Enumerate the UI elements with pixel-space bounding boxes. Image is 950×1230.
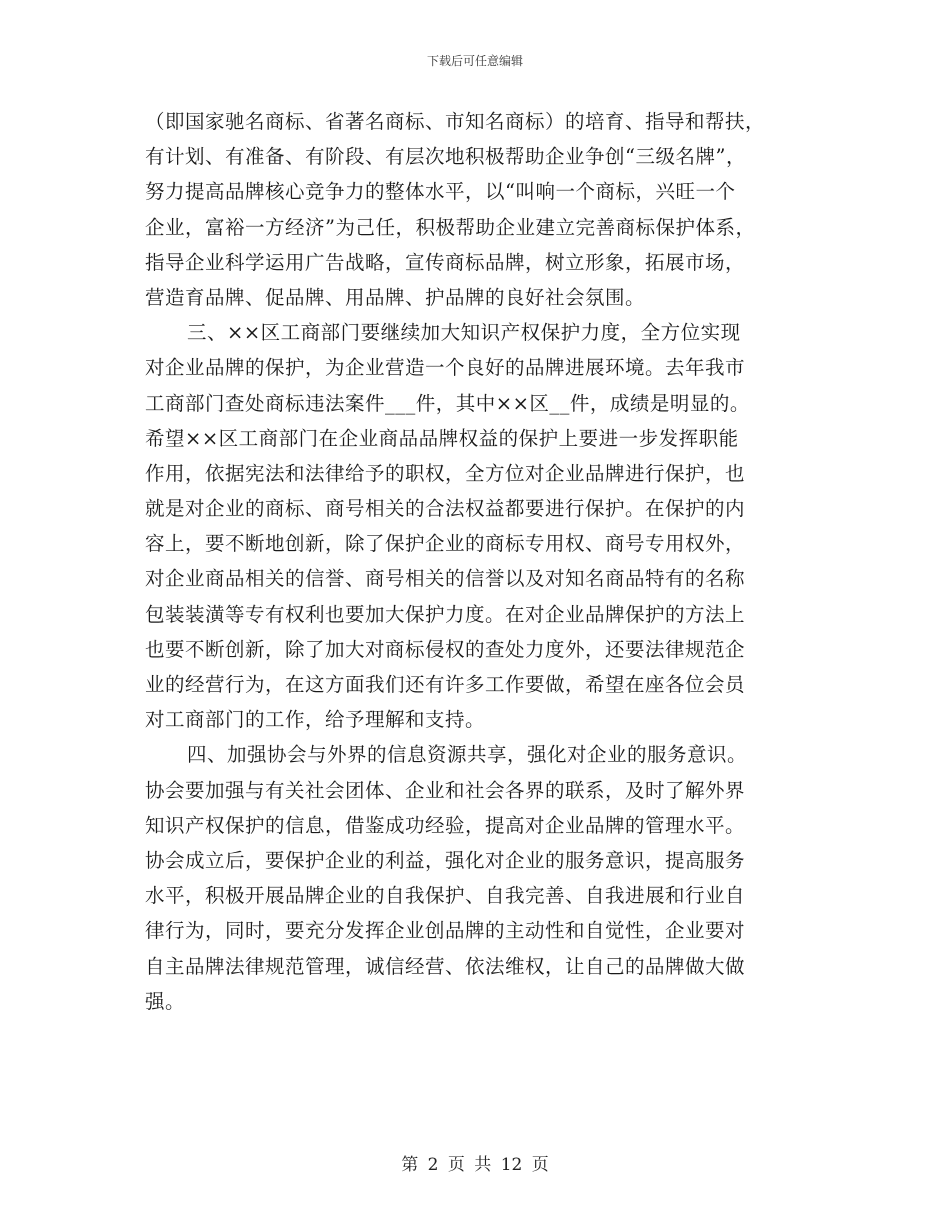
paragraph-line: 工商部门查处商标违法案件___件，其中××区__件，成绩是明显的。 bbox=[145, 391, 750, 415]
paragraph-line: 三、××区工商部门要继续加大知识产权保护力度，全方位实现 bbox=[187, 321, 741, 345]
document-body bbox=[145, 104, 810, 1019]
paragraph-line: 就是对企业的商标、商号相关的合法权益都要进行保护。在保护的内 bbox=[145, 497, 746, 521]
paragraph-1 bbox=[145, 104, 810, 315]
paragraph-line: 对工商部门的工作，给予理解和支持。 bbox=[145, 708, 486, 732]
paragraph-line: 企业，富裕一方经济”为己任，积极帮助企业建立完善商标保护体系， bbox=[145, 215, 756, 239]
paragraph-line: 四、加强协会与外界的信息资源共享，强化对企业的服务意识。 bbox=[187, 743, 748, 767]
paragraph-line: 强。 bbox=[145, 989, 186, 1013]
paragraph-line: 协会成立后，要保护企业的利益，强化对企业的服务意识，提高服务 bbox=[145, 848, 746, 872]
paragraph-2 bbox=[145, 315, 810, 737]
paragraph-3 bbox=[145, 737, 810, 1019]
paragraph-line: 营造育品牌、促品牌、用品牌、护品牌的良好社会氛围。 bbox=[145, 285, 646, 309]
paragraph-line: 对企业商品相关的信誉、商号相关的信誉以及对知名商品特有的名称 bbox=[145, 567, 746, 591]
paragraph-line: 希望××区工商部门在企业商品品牌权益的保护上要进一步发挥职能 bbox=[145, 426, 739, 450]
paragraph-line: 水平，积极开展品牌企业的自我保护、自我完善、自我进展和行业自 bbox=[145, 884, 746, 908]
paragraph-line: 有计划、有准备、有阶段、有层次地积极帮助企业争创“三级名牌”， bbox=[145, 145, 746, 169]
paragraph-line: 作用，依据宪法和法律给予的职权，全方位对企业品牌进行保护，也 bbox=[145, 461, 746, 485]
paragraph-line: 包装装潢等专有权利也要加大保护力度。在对企业品牌保护的方法上 bbox=[145, 602, 746, 626]
paragraph-line: 协会要加强与有关社会团体、企业和社会各界的联系，及时了解外界 bbox=[145, 778, 746, 802]
paragraph-line: 律行为，同时，要充分发挥企业创品牌的主动性和自觉性，企业要对 bbox=[145, 919, 746, 943]
paragraph-line: 对企业品牌的保护，为企业营造一个良好的品牌进展环境。去年我市 bbox=[145, 356, 746, 380]
paragraph-line: 容上，要不断地创新，除了保护企业的商标专用权、商号专用权外， bbox=[145, 532, 746, 556]
paragraph-line: 知识产权保护的信息，借鉴成功经验，提高对企业品牌的管理水平。 bbox=[145, 813, 746, 837]
paragraph-line: 努力提高品牌核心竞争力的整体水平，以“叫响一个商标，兴旺一个 bbox=[145, 180, 736, 204]
paragraph-line: 也要不断创新，除了加大对商标侵权的查处力度外，还要法律规范企 bbox=[145, 637, 746, 661]
page-number: 第 2 页 共 12 页 bbox=[401, 1155, 549, 1175]
paragraph-line: （即国家驰名商标、省著名商标、市知名商标）的培育、指导和帮扶， bbox=[145, 110, 766, 133]
paragraph-line: 自主品牌法律规范管理，诚信经营、依法维权，让自己的品牌做大做 bbox=[145, 954, 746, 978]
page-header: 下载后可任意编辑 bbox=[426, 54, 523, 68]
paragraph-line: 指导企业科学运用广告战略，宣传商标品牌，树立形象，拓展市场， bbox=[145, 250, 746, 274]
paragraph-line: 业的经营行为，在这方面我们还有许多工作要做，希望在座各位会员 bbox=[145, 673, 746, 696]
